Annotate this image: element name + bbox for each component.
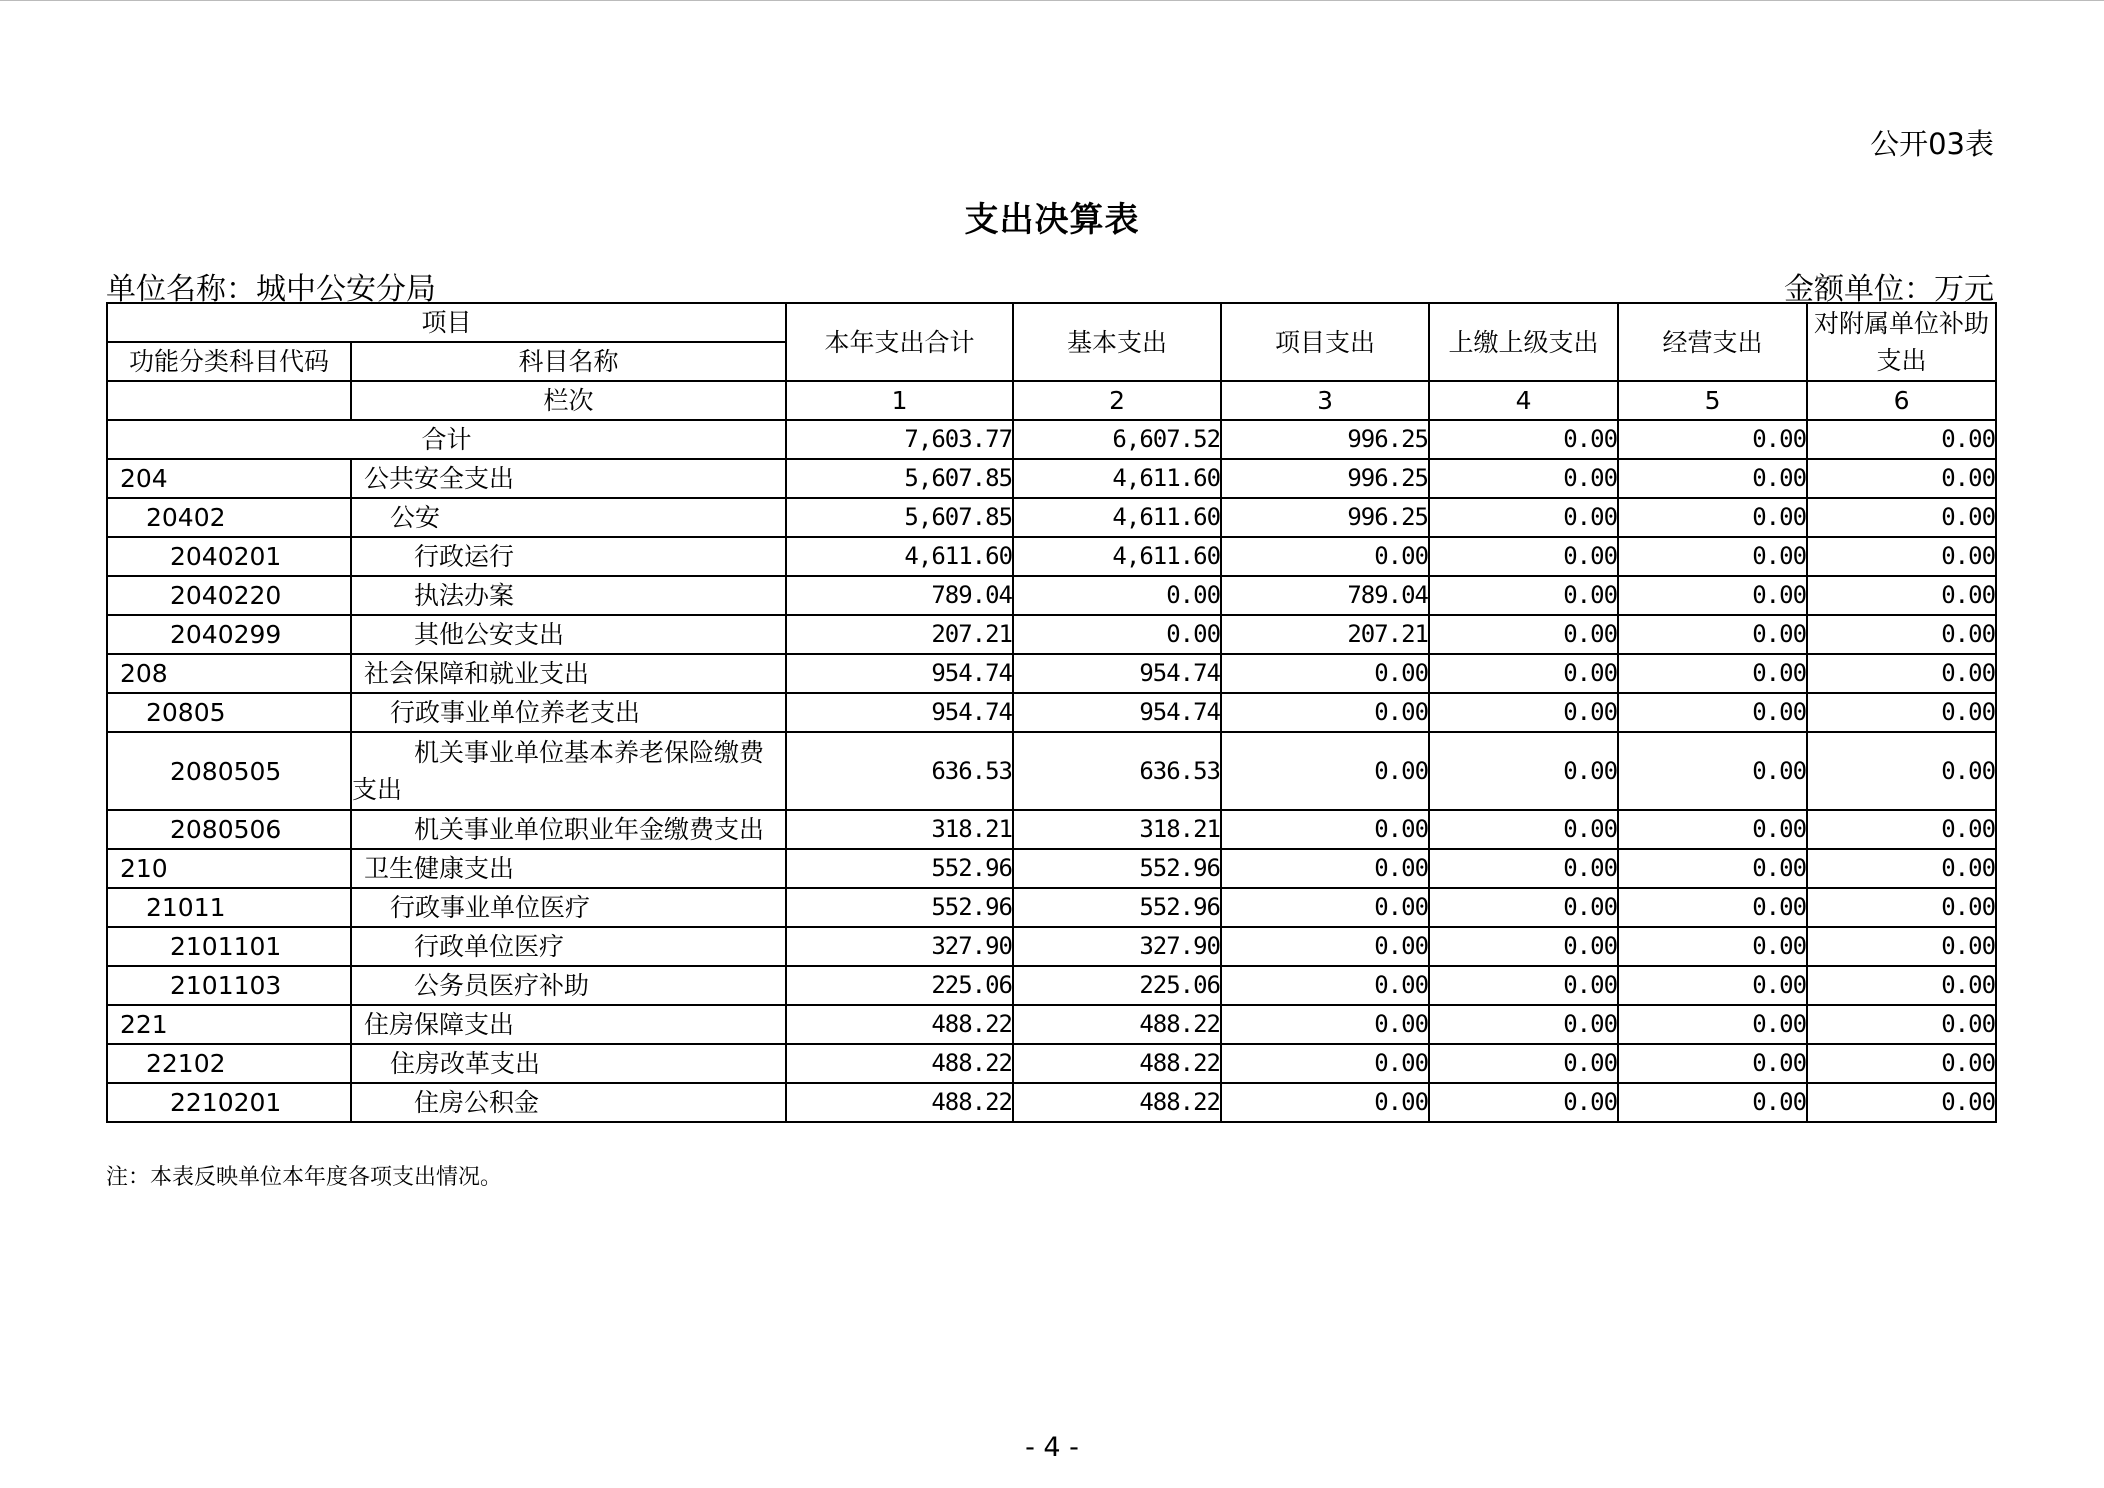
amount-cell: 0.00 [1618,576,1807,615]
amount-cell: 0.00 [1807,1044,1996,1083]
table-row [107,537,1996,576]
amount-cell: 0.00 [1618,498,1807,537]
amount-cell: 0.00 [1618,615,1807,654]
amount-cell: 954.74 [1013,693,1221,732]
page-title: 支出决算表 [964,200,1140,240]
subject-code: 2101103 [107,966,351,1005]
amount-cell: 0.00 [1429,1044,1618,1083]
amount-cell: 4,611.60 [1013,537,1221,576]
table-row [107,966,1996,1005]
amount-cell: 0.00 [1618,927,1807,966]
amount-cell: 0.00 [1429,849,1618,888]
subject-name: 行政运行 [351,537,786,576]
subject-code: 22102 [107,1044,351,1083]
amount-cell: 996.25 [1221,459,1429,498]
amount-cell: 0.00 [1429,459,1618,498]
amount-cell: 207.21 [786,615,1013,654]
subject-code: 2101101 [107,927,351,966]
page-number: - 4 - [1025,1432,1079,1463]
subject-code: 2080505 [107,732,351,810]
header-name: 科目名称 [351,342,786,381]
amount-cell: 0.00 [1807,927,1996,966]
amount-cell: 552.96 [1013,849,1221,888]
amount-cell: 0.00 [1807,615,1996,654]
subject-name: 社会保障和就业支出 [351,654,786,693]
amount-cell: 0.00 [1429,927,1618,966]
amount-cell: 954.74 [786,693,1013,732]
total-value: 6,607.52 [1013,420,1221,459]
col-number-3: 3 [1221,381,1429,420]
amount-cell: 0.00 [1429,576,1618,615]
subject-code: 2040299 [107,615,351,654]
amount-cell: 0.00 [1618,1044,1807,1083]
amount-cell: 0.00 [1429,537,1618,576]
amount-cell: 0.00 [1807,459,1996,498]
amount-cell: 0.00 [1618,810,1807,849]
amount-cell: 0.00 [1807,654,1996,693]
amount-cell: 327.90 [1013,927,1221,966]
amount-cell: 318.21 [786,810,1013,849]
subject-name: 住房改革支出 [351,1044,786,1083]
amount-cell: 0.00 [1807,576,1996,615]
amount-cell: 488.22 [1013,1083,1221,1122]
amount-cell: 207.21 [1221,615,1429,654]
amount-cell: 0.00 [1221,849,1429,888]
amount-cell: 0.00 [1221,927,1429,966]
amount-cell: 0.00 [1429,810,1618,849]
amount-cell: 0.00 [1429,1005,1618,1044]
subject-code: 2210201 [107,1083,351,1122]
subject-code: 2080506 [107,810,351,849]
amount-cell: 0.00 [1429,615,1618,654]
table-note: 注：本表反映单位本年度各项支出情况。 [106,1165,503,1190]
amount-cell: 488.22 [786,1005,1013,1044]
amount-cell: 0.00 [1618,693,1807,732]
table-row [107,693,1996,732]
subject-code: 208 [107,654,351,693]
header-code: 功能分类科目代码 [107,342,351,381]
amount-cell: 488.22 [1013,1044,1221,1083]
amount-cell: 0.00 [1618,849,1807,888]
amount-cell: 0.00 [1429,732,1618,810]
subject-name: 卫生健康支出 [351,849,786,888]
amount-cell: 552.96 [786,849,1013,888]
amount-cell: 0.00 [1807,966,1996,1005]
amount-cell: 0.00 [1807,498,1996,537]
header-blank-cell [107,381,351,420]
subject-code: 204 [107,459,351,498]
amount-cell: 0.00 [1807,888,1996,927]
subject-code: 221 [107,1005,351,1044]
subject-code: 20402 [107,498,351,537]
amount-cell: 0.00 [1807,810,1996,849]
amount-cell: 954.74 [1013,654,1221,693]
table-row [107,459,1996,498]
subject-name: 行政单位医疗 [351,927,786,966]
amount-cell: 0.00 [1221,732,1429,810]
subject-code: 2040201 [107,537,351,576]
subject-name: 执法办案 [351,576,786,615]
col-number-4: 4 [1429,381,1618,420]
amount-cell: 0.00 [1618,459,1807,498]
subject-code: 210 [107,849,351,888]
amount-cell: 954.74 [786,654,1013,693]
amount-cell: 0.00 [1221,810,1429,849]
total-row [107,420,1996,459]
amount-cell: 0.00 [1429,1083,1618,1122]
subject-name: 行政事业单位医疗 [351,888,786,927]
amount-cell: 0.00 [1221,693,1429,732]
table-row [107,498,1996,537]
amount-cell: 0.00 [1618,1005,1807,1044]
col-number-1: 1 [786,381,1013,420]
amount-cell: 0.00 [1618,654,1807,693]
subject-code: 20805 [107,693,351,732]
amount-cell: 4,611.60 [1013,498,1221,537]
header-col-index-label: 栏次 [351,381,786,420]
amount-cell: 0.00 [1618,888,1807,927]
subject-name: 住房公积金 [351,1083,786,1122]
total-label: 合计 [107,420,786,459]
amount-cell: 0.00 [1429,693,1618,732]
amount-cell: 996.25 [1221,498,1429,537]
header-col-1: 本年支出合计 [786,303,1013,381]
amount-cell: 0.00 [1221,654,1429,693]
total-value: 0.00 [1807,420,1996,459]
amount-cell: 0.00 [1807,1005,1996,1044]
amount-cell: 636.53 [1013,732,1221,810]
expenditure-table [106,302,1997,1123]
amount-cell: 4,611.60 [1013,459,1221,498]
amount-cell: 0.00 [1618,732,1807,810]
table-row [107,888,1996,927]
header-item: 项目 [107,303,786,342]
table-row [107,810,1996,849]
subject-name: 机关事业单位职业年金缴费支出 [351,810,786,849]
table-row [107,849,1996,888]
amount-cell: 789.04 [786,576,1013,615]
subject-name: 公安 [351,498,786,537]
total-value: 7,603.77 [786,420,1013,459]
subject-code: 21011 [107,888,351,927]
table-row [107,1005,1996,1044]
total-value: 996.25 [1221,420,1429,459]
amount-cell: 318.21 [1013,810,1221,849]
header-col-5: 经营支出 [1618,303,1807,381]
amount-cell: 488.22 [786,1083,1013,1122]
amount-cell: 0.00 [1807,849,1996,888]
amount-cell: 0.00 [1221,1005,1429,1044]
table-row [107,576,1996,615]
header-col-3: 项目支出 [1221,303,1429,381]
amount-cell: 0.00 [1221,537,1429,576]
table-row [107,654,1996,693]
subject-name: 其他公安支出 [351,615,786,654]
amount-cell: 327.90 [786,927,1013,966]
amount-cell: 0.00 [1618,966,1807,1005]
amount-cell: 0.00 [1618,537,1807,576]
col-number-5: 5 [1618,381,1807,420]
amount-cell: 0.00 [1013,576,1221,615]
table-row [107,1044,1996,1083]
total-value: 0.00 [1429,420,1618,459]
total-value: 0.00 [1618,420,1807,459]
subject-name: 行政事业单位养老支出 [351,693,786,732]
col-number-6: 6 [1807,381,1996,420]
table-row [107,1083,1996,1122]
form-code: 公开03表 [1870,127,1994,161]
amount-cell: 5,607.85 [786,459,1013,498]
amount-cell: 0.00 [1429,888,1618,927]
subject-name: 住房保障支出 [351,1005,786,1044]
amount-cell: 4,611.60 [786,537,1013,576]
amount-cell: 488.22 [1013,1005,1221,1044]
amount-cell: 552.96 [1013,888,1221,927]
header-col-2: 基本支出 [1013,303,1221,381]
amount-cell: 0.00 [1221,888,1429,927]
amount-cell: 0.00 [1429,966,1618,1005]
page-top-border [0,0,2104,1]
amount-cell: 636.53 [786,732,1013,810]
amount-cell: 0.00 [1429,654,1618,693]
amount-cell: 0.00 [1221,1044,1429,1083]
amount-cell: 0.00 [1221,1083,1429,1122]
amount-cell: 225.06 [786,966,1013,1005]
amount-cell: 0.00 [1013,615,1221,654]
amount-cell: 225.06 [1013,966,1221,1005]
amount-cell: 0.00 [1807,1083,1996,1122]
amount-cell: 0.00 [1618,1083,1807,1122]
amount-cell: 0.00 [1221,966,1429,1005]
table-row [107,927,1996,966]
subject-name: 机关事业单位基本养老保险缴费支出 [351,732,786,810]
amount-cell: 552.96 [786,888,1013,927]
header-col-4: 上缴上级支出 [1429,303,1618,381]
amount-cell: 5,607.85 [786,498,1013,537]
amount-unit: 金额单位：万元 [1784,272,1994,307]
table-row [107,732,1996,810]
amount-cell: 0.00 [1429,498,1618,537]
unit-name: 单位名称：城中公安分局 [106,272,436,307]
header-col-6: 对附属单位补助支出 [1807,303,1996,381]
col-number-2: 2 [1013,381,1221,420]
amount-cell: 0.00 [1807,537,1996,576]
subject-name: 公共安全支出 [351,459,786,498]
amount-cell: 0.00 [1807,693,1996,732]
subject-name: 公务员医疗补助 [351,966,786,1005]
amount-cell: 488.22 [786,1044,1013,1083]
subject-code: 2040220 [107,576,351,615]
amount-cell: 0.00 [1807,732,1996,810]
table-row [107,615,1996,654]
amount-cell: 789.04 [1221,576,1429,615]
